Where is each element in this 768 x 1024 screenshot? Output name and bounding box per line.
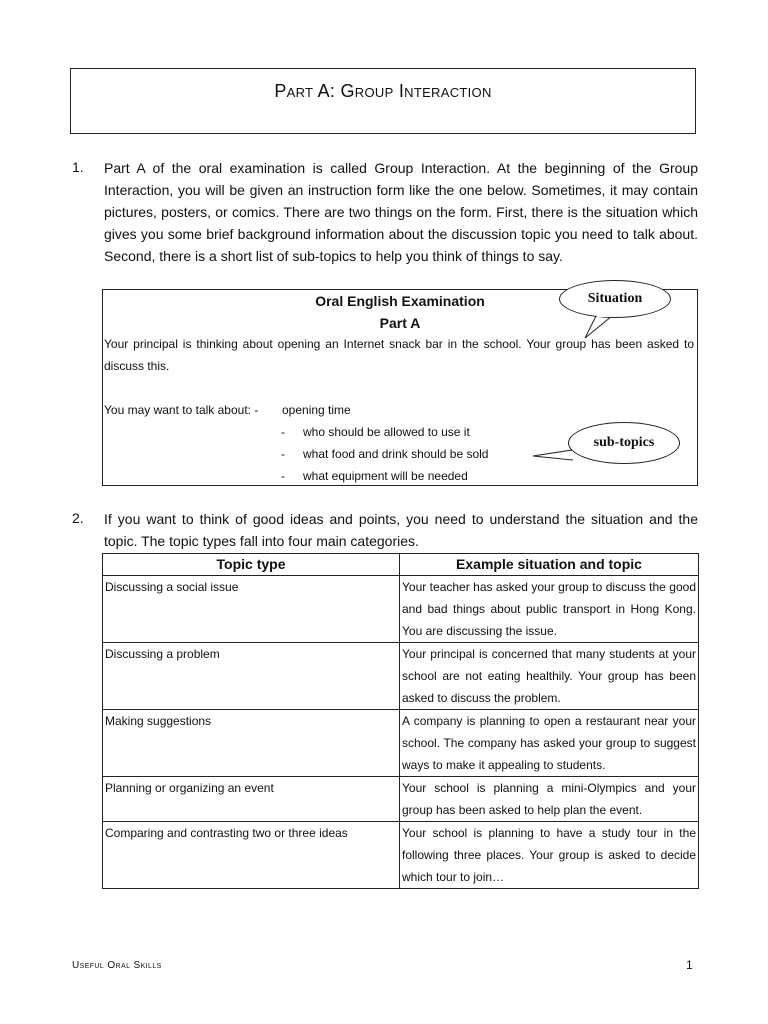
section-2-text: If you want to think of good ideas and points, you need to understand the situation and the topic. The topic types fall into four main categories. <box>104 511 698 549</box>
section-2-number: 2. <box>72 510 84 526</box>
subtopic-item: what equipment will be needed <box>303 469 468 483</box>
subtopic-item: who should be allowed to use it <box>303 425 470 439</box>
example-cell: Your school is planning to have a study tour in the following three places. Your group is asked to decide which tour to join… <box>400 822 699 889</box>
table-header-row <box>103 554 699 576</box>
topic-type-cell: Discussing a problem <box>103 643 400 710</box>
subtopic-item: opening time <box>282 403 351 417</box>
situation-callout: Situation <box>559 280 671 318</box>
topic-type-cell: Discussing a social issue <box>103 576 400 643</box>
form-subheading: Part A <box>379 315 421 331</box>
table-row <box>103 710 699 777</box>
table-row <box>103 576 699 643</box>
table-row <box>103 777 699 822</box>
table-row <box>103 822 699 889</box>
topic-type-cell: Making suggestions <box>103 710 400 777</box>
page-title: Part A: Group Interaction <box>274 81 492 101</box>
subtopic-item: what food and drink should be sold <box>303 447 489 461</box>
form-intro: You may want to talk about: - <box>104 403 259 417</box>
form-heading: Oral English Examination <box>315 293 485 309</box>
example-cell: Your teacher has asked your group to discuss the good and bad things about public transport in Hong Kong. You are discussing the issue. <box>400 576 699 643</box>
topic-type-cell: Comparing and contrasting two or three ideas <box>103 822 400 889</box>
section-1-number: 1. <box>72 159 84 175</box>
footer-title: Useful Oral Skills <box>72 960 162 971</box>
table-header: Topic type <box>103 554 400 576</box>
example-cell: Your school is planning a mini-Olympics and your group has been asked to help plan the event. <box>400 777 699 822</box>
example-cell: Your principal is concerned that many students at your school are not eating healthily. Your group has been asked to discuss the problem. <box>400 643 699 710</box>
table-row <box>103 643 699 710</box>
page-number: 1 <box>686 958 693 972</box>
example-cell: A company is planning to open a restaurant near your school. The company has asked your group to suggest ways to make it appealing to students. <box>400 710 699 777</box>
subtopic-dash: - <box>281 469 285 483</box>
form-situation: Your principal is thinking about opening an Internet snack bar in the school. Your group has been asked to discuss this. <box>104 337 694 373</box>
subtopics-callout: sub-topics <box>568 422 680 464</box>
subtopic-dash: - <box>281 447 285 461</box>
topic-types-table <box>102 553 699 889</box>
topic-type-cell: Planning or organizing an event <box>103 777 400 822</box>
table-header: Example situation and topic <box>400 554 699 576</box>
subtopic-dash: - <box>281 425 285 439</box>
section-1-text: Part A of the oral examination is called Group Interaction. At the beginning of the Group Interaction, you will be given an instruction form like the one below. Sometimes, it may contain pictures, posters, or comics. There are two things on the form. First, there is the situation which gives you some brief background information about the discussion topic you need to talk about. Second, there is a short list of sub-topics to help you think of things to say. <box>104 160 698 264</box>
